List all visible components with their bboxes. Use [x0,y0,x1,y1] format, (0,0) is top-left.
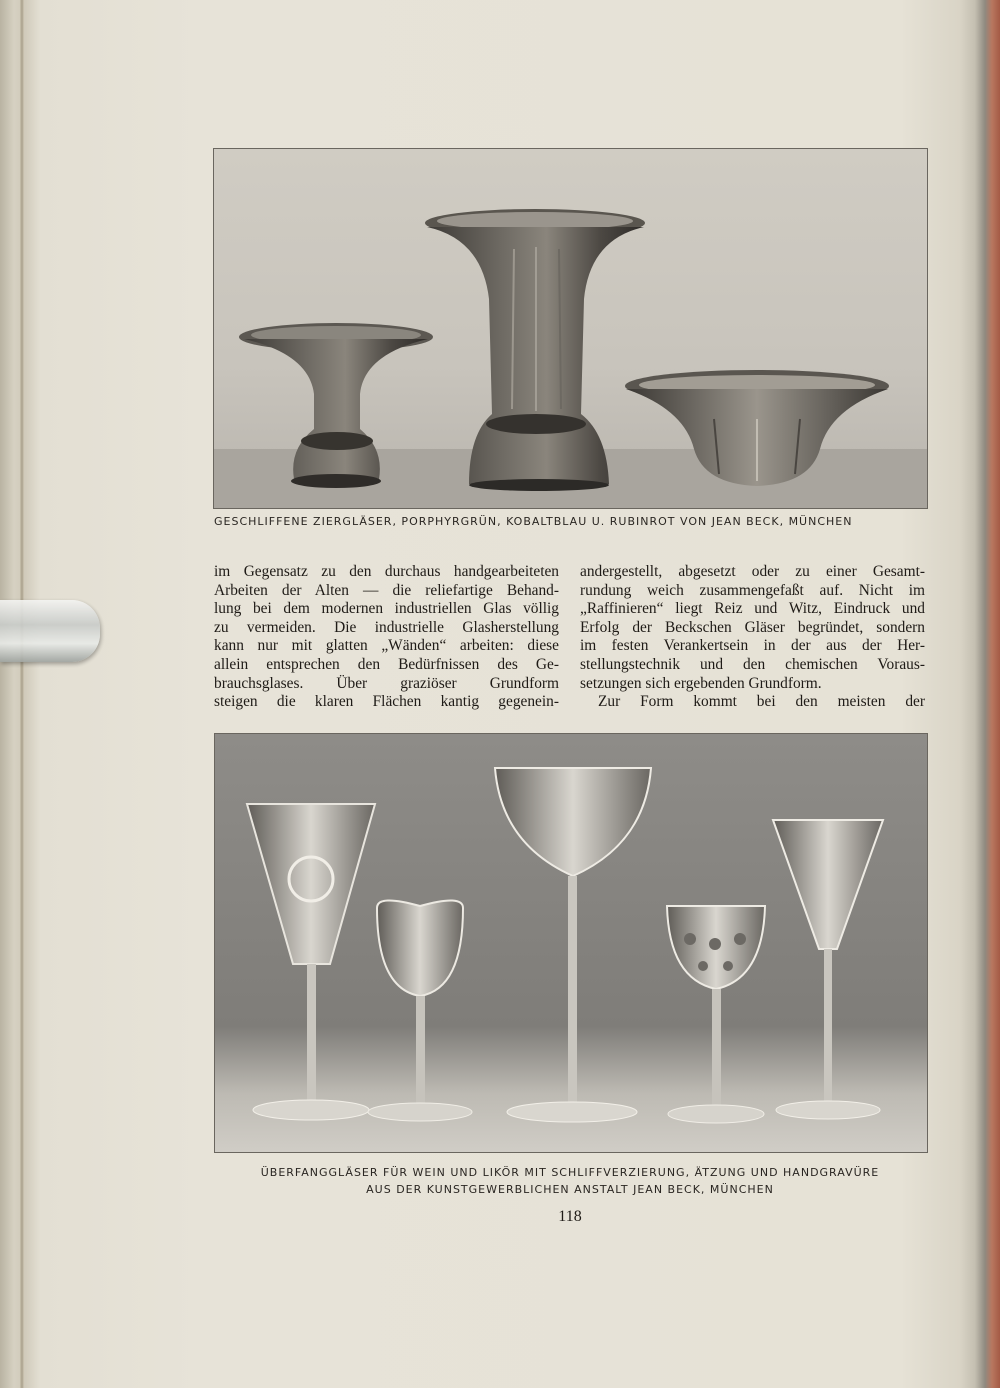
tall-vase [425,209,645,491]
text-line: steigen die klaren Flächen kantig gegenein- [214,693,559,711]
text-line: Erfolg der Beckschen Gläser begründet, sondern [580,618,925,636]
text-line: setzungen sich ergebenden Grundform. [580,674,822,692]
text-line: Arbeiten der Alten — die reliefartige Behand- [214,581,559,599]
text-line: lung bei dem modernen industriellen Glas völlig [214,600,559,618]
text-line: brauchsglases. Über graziöser Grundform [214,674,559,692]
caption-line: AUS DER KUNSTGEWERBLICHEN ANSTALT JEAN BECK, MÜNCHEN [366,1183,774,1196]
text-line: im Gegensatz zu den durchaus handgearbeiteten [214,563,559,580]
text-line: kann nur mit glatten „Wänden“ arbeiten: diese [214,637,559,655]
top-photo-caption: GESCHLIFFENE ZIERGLÄSER, PORPHYRGRÜN, KOBALTBLAU U. RUBINROT VON JEAN BECK, MÜNCHEN [214,515,853,528]
photo-stemmed-glasses [214,733,928,1153]
text-line: im festen Verankertsein in der aus der Her- [580,637,925,655]
wine-glass-4 [667,906,765,1123]
text-column-right [580,563,925,712]
wine-glass-5 [773,820,883,1119]
page-clip [0,600,100,662]
page-number: 118 [558,1208,582,1225]
text-line: rundung weich zusammengefaßt auf. Nicht im [580,581,925,599]
text-line: Zur Form kommt bei den meisten der [598,693,925,711]
text-line: allein entsprechen den Bedürfnissen des Ge- [214,655,559,673]
wine-glass-3 [495,768,651,1122]
text-line: zu vermeiden. Die industrielle Glasherstellung [214,618,559,636]
caption-line: ÜBERFANGGLÄSER FÜR WEIN UND LIKÖR MIT SCHLIFFVERZIERUNG, ÄTZUNG UND HANDGRAVÜRE [260,1166,880,1179]
text-line: „Raffinieren“ liegt Reiz und Witz, Eindruck und [580,600,925,618]
wine-glass-2 [368,900,472,1121]
photo-cut-vases [213,148,928,509]
wine-glass-1 [247,804,375,1120]
bottom-photo-caption [214,1164,926,1198]
text-column-left [214,563,559,712]
text-line: stellungstechnik und den chemischen Voraus- [580,655,925,673]
book-gutter [20,0,24,1388]
text-line: andergestellt, abgesetzt oder zu einer Gesamt- [580,563,925,580]
